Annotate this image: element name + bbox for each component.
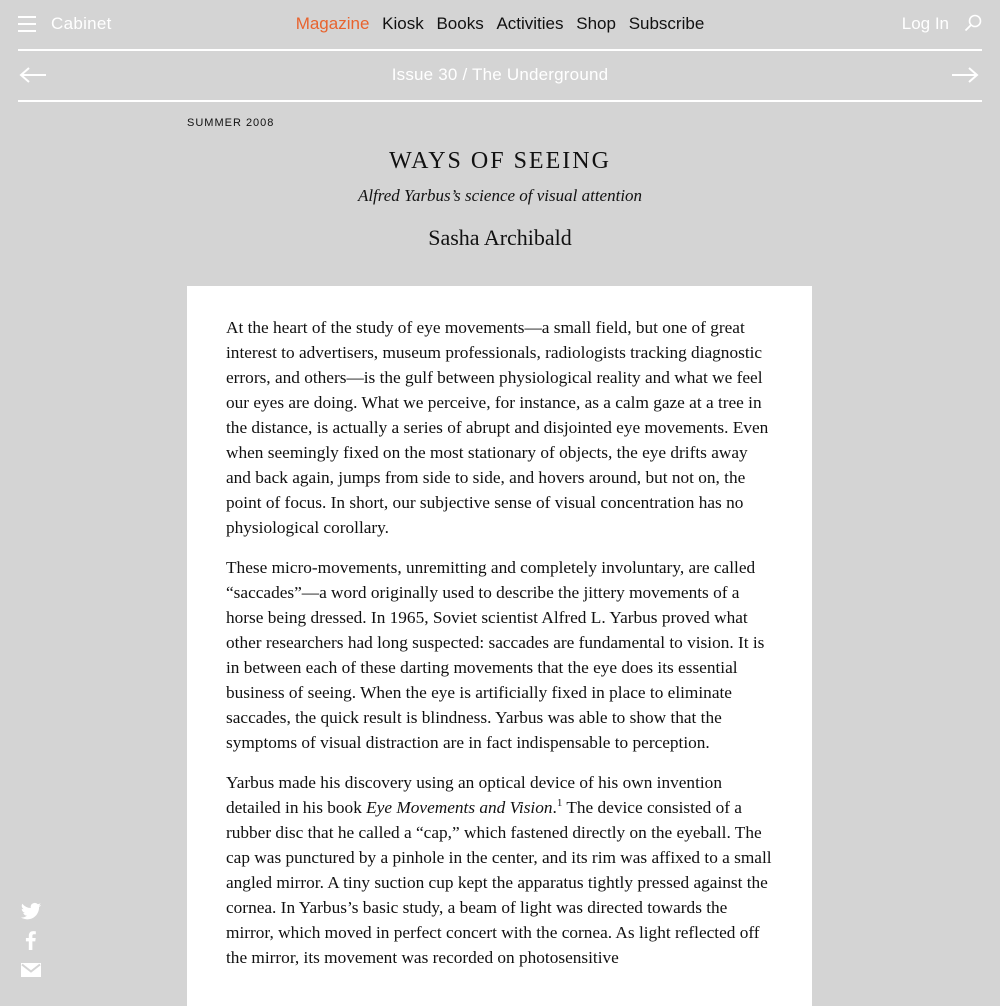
book-title: Eye Movements and Vision (366, 798, 553, 817)
mail-icon[interactable] (20, 960, 42, 980)
nav-item-magazine[interactable]: Magazine (295, 14, 370, 33)
main-nav (0, 14, 1000, 34)
paragraph (226, 770, 773, 970)
article-content (187, 286, 812, 970)
search-icon[interactable] (964, 14, 982, 32)
paragraph-text: The device consisted of a rubber disc that he called a “cap,” which fastened directly on the eyeball. The cap was punctured by a pinhole in the center, and its rim was affixed to a small angled mirror. A tiny suction cup kept the apparatus tightly pressed against the cornea. In Yarbus’s basic study, a beam of light was directed towards the mirror, which moved in perfect concert with the cornea. As light reflected off the mirror, its movement was recorded on photosensitive (226, 798, 772, 967)
article-subtitle: Alfred Yarbus’s science of visual attention (357, 186, 643, 205)
article-author[interactable]: Sasha Archibald (428, 225, 572, 250)
article-title: WAYS OF SEEING (389, 148, 611, 174)
paragraph-text: Yarbus made his discovery using an optical device of his own invention detailed in his book (226, 773, 722, 817)
paragraph: At the heart of the study of eye movements—a small field, but one of great interest to advertisers, museum professionals, radiologists tracking diagnostic errors, and others—is the gulf between physiological reality and what we feel our eyes are doing. What we perceive, for instance, as a calm gaze at a tree in the distance, is actually a series of abrupt and disjointed eye movements. Even when seemingly fixed on the most stationary of objects, the eye drifts away and back again, jumps from side to side, and hovers around, but not on, the point of focus. In short, our subjective sense of visual concentration has no physiological corollary. (226, 318, 769, 537)
paragraph: These micro-movements, unremitting and completely involuntary, are called “saccades”—a word originally used to describe the jittery movements of a horse being dressed. In 1965, Soviet scientist Alfred L. Yarbus proved what other researchers had long suspected: saccades are fundamental to vision. It is in between each of these darting movements that the eye does its essential business of seeing. When the eye is artificially fixed in place to eliminate saccades, the quick result is blindness. Yarbus was able to show that the symptoms of visual distraction are in fact indispensable to perception. (226, 558, 765, 752)
footnote-link[interactable]: 1 (556, 797, 563, 810)
top-navigation-bar (0, 0, 1000, 49)
nav-item-subscribe[interactable]: Subscribe (628, 14, 705, 33)
paragraph-text: . (552, 798, 557, 817)
divider (18, 49, 982, 51)
issue-title-link[interactable]: Issue 30 / The Underground (391, 65, 609, 84)
login-link[interactable]: Log In (901, 14, 949, 33)
nav-item-kiosk[interactable]: Kiosk (382, 14, 424, 33)
next-arrow-icon[interactable] (950, 65, 980, 85)
twitter-icon[interactable] (20, 902, 42, 922)
site-logo-link[interactable]: Cabinet (51, 14, 112, 33)
nav-item-activities[interactable]: Activities (496, 14, 564, 33)
nav-item-books[interactable]: Books (436, 14, 484, 33)
facebook-icon[interactable] (20, 930, 42, 950)
divider (18, 100, 982, 102)
article-body-panel (187, 286, 812, 1006)
issue-season: SUMMER 2008 (187, 117, 275, 129)
nav-item-shop[interactable]: Shop (576, 14, 616, 33)
